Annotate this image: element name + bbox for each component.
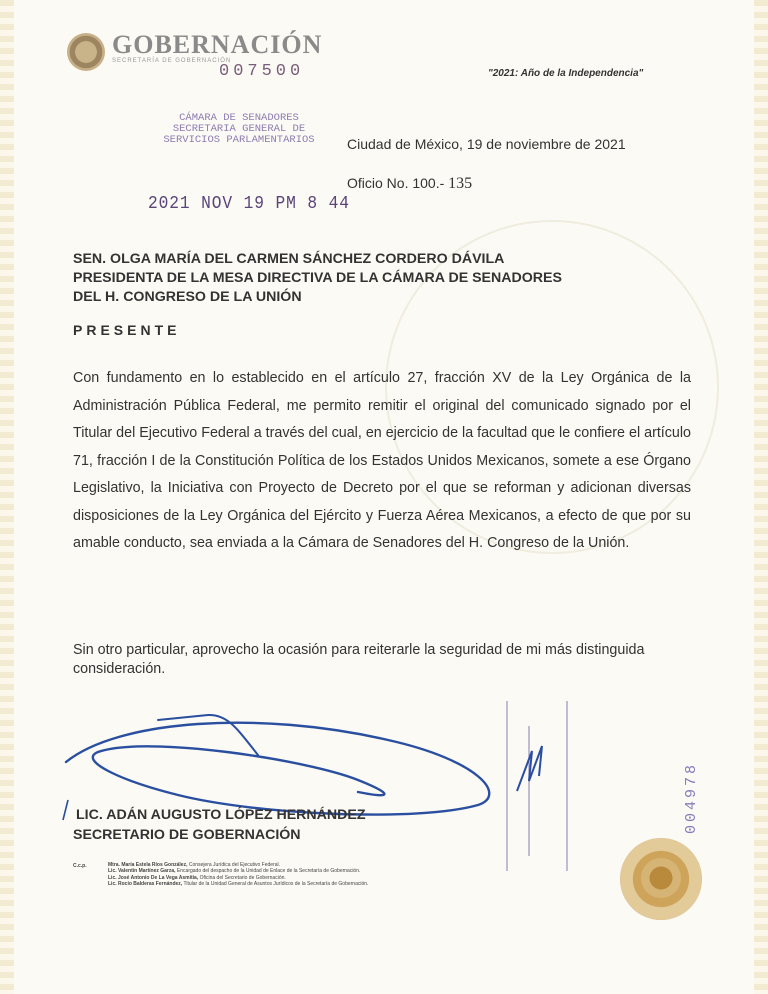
cc-entry: Lic. José Antonio De La Vega Asmitia, Oficina del Secretario de Gobernación. [108,874,286,881]
cc-entry: Lic. Valentín Martínez Garza, Encargado del despacho de la Unidad de Enlace de la Secretaría de Gobernación. [108,868,361,875]
signer-name: LIC. ADÁN AUGUSTO LÓPEZ HERNÁNDEZ [76,807,366,823]
right-border-ornament [754,0,768,994]
side-control-number: 004978 [683,762,700,835]
cc-label: C.c.p. [73,863,87,869]
government-seal-logo [67,33,105,71]
senate-stamp-line: SECRETARIA GENERAL DE [172,123,306,135]
org-name: GOBERNACIÓN [112,30,323,59]
rotated-receipt-stamp [487,696,587,886]
recipient-block [73,250,562,307]
recipient-line: SEN. OLGA MARÍA DEL CARMEN SÁNCHEZ CORDERO DÁVILA [73,251,505,267]
cc-entry: Mtra. María Estela Ríos González, Consejera Jurídica del Ejecutivo Federal. [108,862,281,868]
oficio-line [347,175,472,193]
letter-body: Con fundamento en lo establecido en el artículo 27, fracción XV de la Ley Orgánica de la Administración Pública Federal, me permito remitir el original del comunicado signado por el Titular del Ejecutivo Federal a través del cual, en ejercicio de la facultad que le confiere el artículo 71, fracción I de la Constitución Política de los Estados Unidos Mexicanos, somete a ese Órgano Legislativo, la Iniciativa con Proyecto de Decreto por el que se reforman y adicionan diversas disposiciones de la Ley Orgánica del Ejército y Fuerza Aérea Mexicanos, a efecto de que por su amable conducto, sea enviada a la Cámara de Senadores del H. Congreso de la Unión. [73,370,691,551]
place-and-date: Ciudad de México, 19 de noviembre de 2021 [347,136,626,152]
senate-stamp-line: CÁMARA DE SENADORES [179,112,299,124]
org-subtitle: SECRETARÍA DE GOBERNACIÓN [112,58,232,64]
recipient-line: DEL H. CONGRESO DE LA UNIÓN [73,289,302,305]
folio-number: 007500 [219,62,305,81]
oficio-number: 135 [448,175,473,192]
year-motto: "2021: Año de la Independencia" [488,68,644,79]
cc-list [108,862,368,887]
salutation: PRESENTE [73,322,181,338]
signer-title: SECRETARIO DE GOBERNACIÓN [73,827,301,843]
senate-reception-stamp [144,113,334,146]
recipient-line: PRESIDENTA DE LA MESA DIRECTIVA DE LA CÁMARA DE SENADORES [73,270,562,286]
received-datetime-stamp: 2021 NOV 19 PM 8 44 [148,194,350,214]
left-border-ornament [0,0,14,994]
closing-paragraph: Sin otro particular, aprovecho la ocasión para reiterarle la seguridad de mi más distinguida consideración. [73,642,645,677]
eagle-emblem-icon [641,858,681,898]
cc-entry: Lic. Rocío Balderas Fernández, Titular de la Unidad General de Asuntos Jurídicos de la Secretaría de Gobernación. [108,880,369,887]
oficio-label: Oficio No. 100.- [347,175,445,191]
senate-stamp-line: SERVICIOS PARLAMENTARIOS [163,134,315,146]
